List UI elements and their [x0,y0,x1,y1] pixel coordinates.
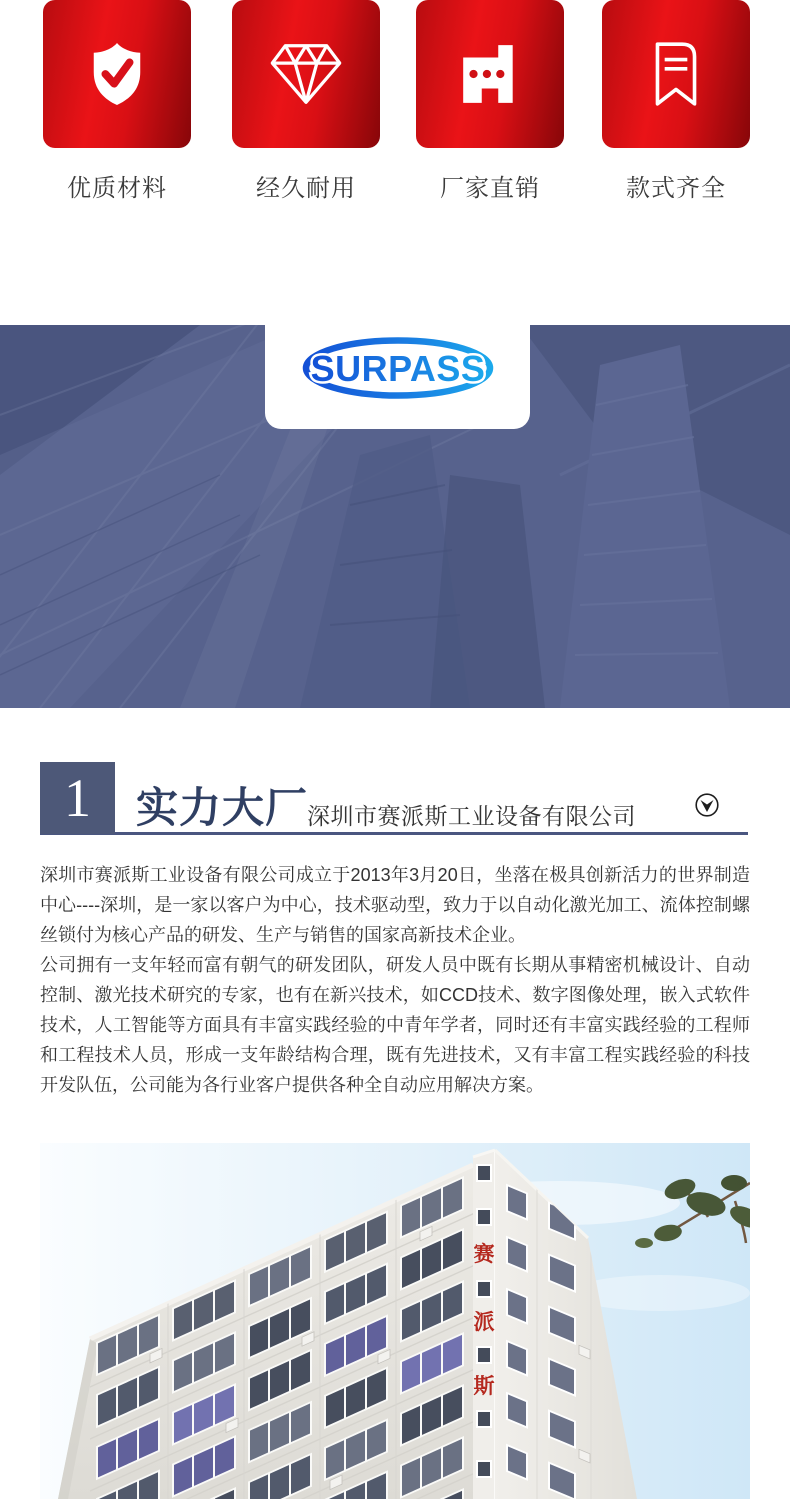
surpass-logo-text: SURPASS [310,348,485,389]
feature-label: 优质材料 [67,175,167,202]
section-title: 实力大厂 [136,784,309,831]
about-paragraph-2: 公司拥有一支年轻而富有朝气的研发团队，研发人员中既有长期从事精密机械设计、自动控制、激光技术研究的专家，也有在新兴技术，如CCD技术、数字图像处理，嵌入式软件技术，人工智能等方面具有丰富实践经验的中青年学者，同时还有丰富实践经验的工程师和工程技术人员，形成一支年龄结构合理，既有先进技术，又有丰富工程实践经验的科技开发队伍，公司能为各行业客户提供各种全自动应用解决方案。 [40,955,750,1095]
section-number-badge: 1 [40,762,115,834]
company-introduction [40,860,750,1100]
feature-label: 厂家直销 [440,175,540,202]
building-sign-char: 派 [473,1311,495,1334]
feature-tile-full-styles [602,0,750,148]
factory-icon [459,41,521,107]
surpass-logo [300,337,496,399]
factory-building-photo [40,1143,750,1499]
building-sign-char: 斯 [473,1375,495,1398]
chevron-down-circle-icon[interactable] [694,792,720,823]
bookmark-icon [647,39,705,109]
feature-tile-durable [232,0,380,148]
shield-check-icon [86,39,148,109]
building-sign-char: 赛 [473,1243,495,1266]
about-paragraph-1: 深圳市赛派斯工业设备有限公司成立于2013年3月20日，坐落在极具创新活力的世界制造中心----深圳，是一家以客户为中心，技术驱动型，致力于以自动化激光加工、流体控制螺丝锁付为核心产品的研发、生产与销售的国家高新技术企业。 [40,865,750,945]
logo-card [265,325,530,429]
quality-banner [0,325,790,708]
feature-label: 经久耐用 [256,175,356,202]
feature-tile-quality [43,0,191,148]
feature-tile-factory-direct [416,0,564,148]
diamond-icon [269,42,343,106]
feature-label: 款式齐全 [626,175,726,202]
section-company-name: 深圳市赛派斯工业设备有限公司 [307,803,636,829]
